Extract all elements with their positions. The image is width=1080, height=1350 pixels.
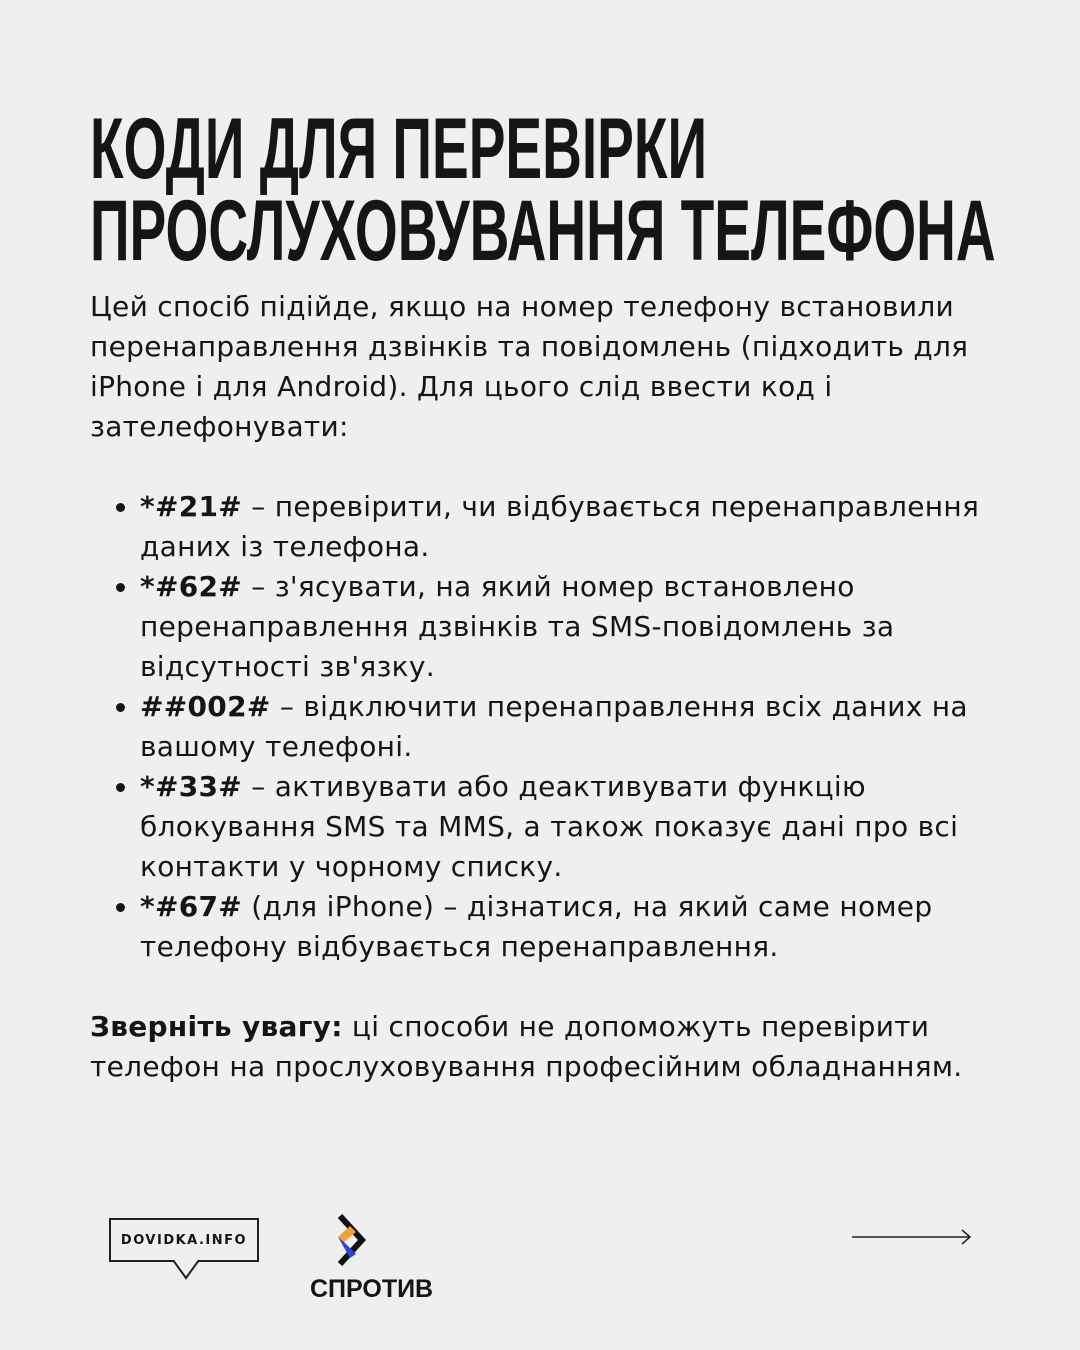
code: *#33#: [140, 770, 243, 803]
code: *#67#: [140, 890, 243, 923]
code-description: – відключити перенаправлення всіх даних на вашому телефоні.: [140, 690, 968, 763]
code: ##002#: [140, 690, 271, 723]
sprotyv-logo-text: СПРОТИВ: [310, 1275, 434, 1303]
code-description: – з'ясувати, на який номер встановлено перенаправлення дзвінків та SMS-повідомлень за відсутності зв'язку.: [140, 570, 895, 683]
intro-text: Цей спосіб підійде, якщо на номер телефону встановили перенаправлення дзвінків та повідомлень (підходить для iPhone і для Android). Для цього слід ввести код і зателефонувати:: [90, 290, 969, 443]
code: *#62#: [140, 570, 243, 603]
list-item: [140, 887, 1010, 967]
code: *#21#: [140, 490, 243, 523]
note-label: Зверніть увагу:: [90, 1010, 343, 1043]
list-item: [140, 767, 1010, 887]
sprotyv-chevron-icon: [310, 1212, 430, 1272]
note: [90, 1007, 1010, 1087]
dovidka-logo: [109, 1218, 259, 1262]
content: [90, 287, 1010, 1087]
code-description: – перевірити, чи відбувається перенаправлення даних із телефона.: [140, 490, 980, 563]
dovidka-logo-text: DOVIDKA.INFO: [120, 1232, 248, 1248]
list-item: [140, 567, 1010, 687]
list-item: [140, 687, 1010, 767]
speech-tail-icon: [173, 1260, 199, 1280]
page-title: [90, 101, 996, 279]
code-description: (для iPhone) – дізнатися, на який саме номер телефону відбувається перенаправлення.: [140, 890, 933, 963]
code-description: – активувати або деактивувати функцію блокування SMS та MMS, а також показує дані про всі контакти у чорному списку.: [140, 770, 959, 883]
note-text: ці способи не допоможуть перевірити телефон на прослуховування професійним обладнанням.: [90, 1010, 963, 1083]
title-line-2: ПРОСЛУХОВУВАННЯ ТЕЛЕФОНА: [90, 183, 996, 279]
list-item: [140, 487, 1010, 567]
sprotyv-logo: [310, 1212, 434, 1307]
next-arrow-icon[interactable]: [852, 1228, 974, 1246]
title-line-1: КОДИ ДЛЯ ПЕРЕВІРКИ: [90, 101, 708, 197]
code-list: [90, 487, 1010, 967]
